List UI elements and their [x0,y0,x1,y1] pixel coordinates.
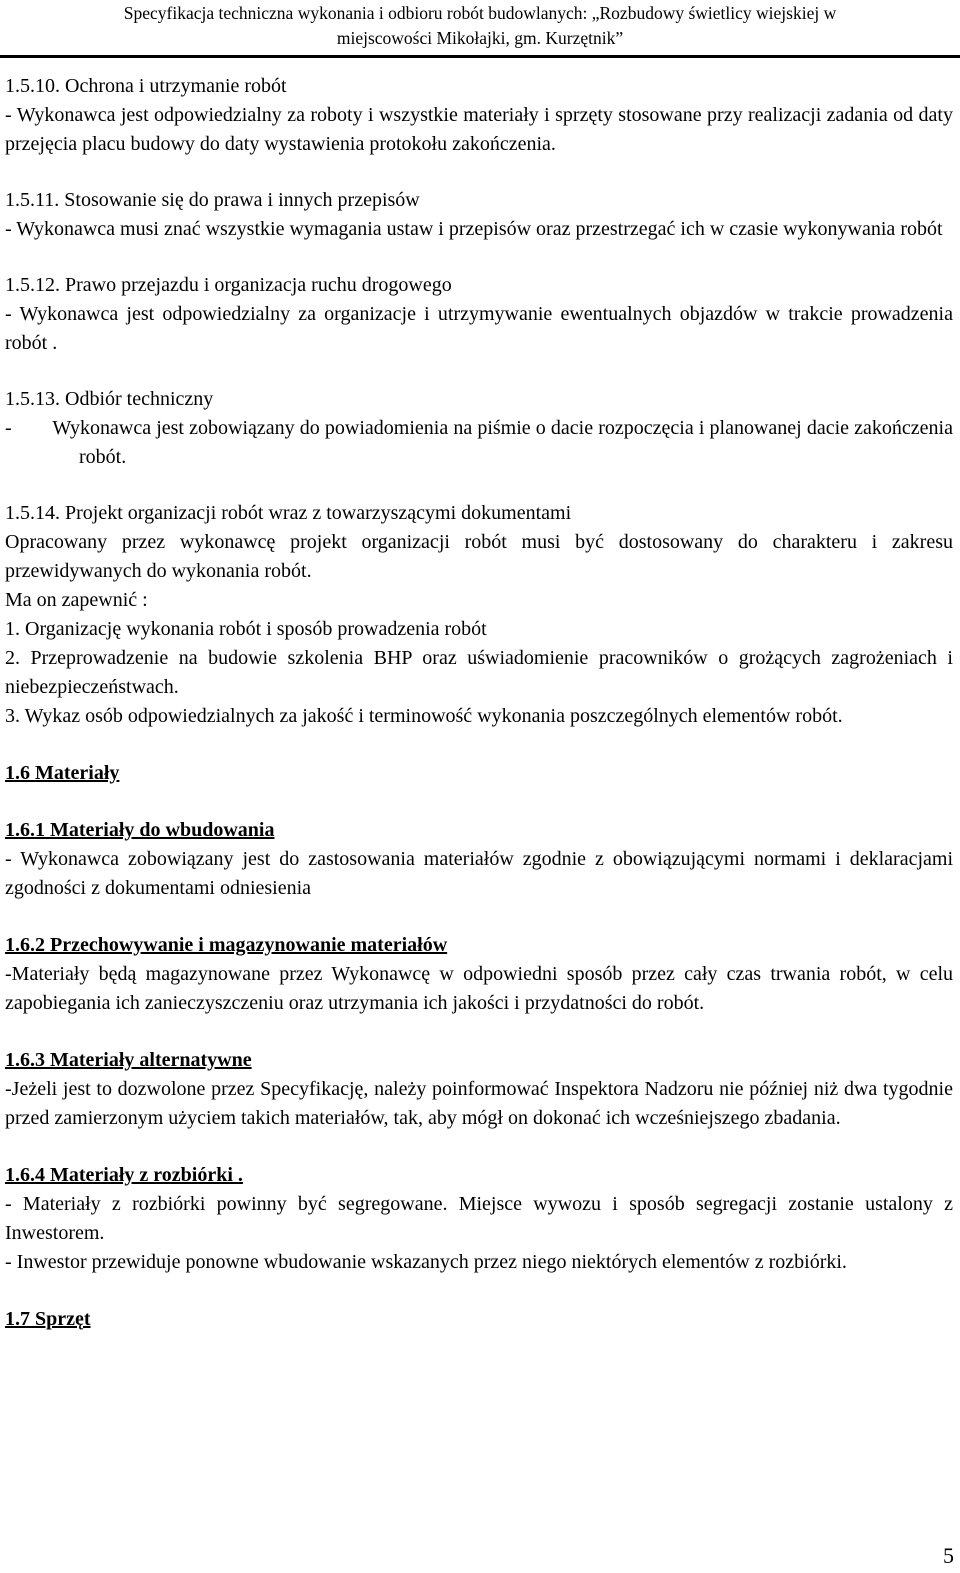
section-1-6-title: 1.6 Materiały [5,762,120,784]
list-item: 1. Organizację wykonania robót i sposób prowadzenia robót [5,618,487,640]
list-item: 2. Przeprowadzenie na budowie szkolenia BHP oraz uświadomienie pracowników o grożących zagrożeniach i niebezpieczeństwach. [5,647,953,698]
section-1-6-4-text-2: - Inwestor przewiduje ponowne wbudowanie wskazanych przez niego niektórych elementów z rozbiórki. [5,1251,847,1273]
section-1-6-3-title: 1.6.3 Materiały alternatywne [5,1049,252,1071]
section-1-5-10-text: - Wykonawca jest odpowiedzialny za roboty i wszystkie materiały i sprzęty stosowane przy realizacji zadania od daty przejęcia placu budowy do daty wystawienia protokołu zakończenia. [5,104,953,155]
section-1-5-14-title: 1.5.14. Projekt organizacji robót wraz z towarzyszącymi dokumentami [5,502,572,524]
section-1-5-12-text: - Wykonawca jest odpowiedzialny za organizacje i utrzymywanie ewentualnych objazdów w trakcie prowadzenia robót . [5,303,953,354]
section-1-5-13-title: 1.5.13. Odbiór techniczny [5,388,214,410]
section-1-5-11-title: 1.5.11. Stosowanie się do prawa i innych przepisów [5,189,420,211]
header-line-1: Specyfikacja techniczna wykonania i odbioru robót budowlanych: „Rozbudowy świetlicy wiejskiej w [123,3,837,23]
page-header [0,0,960,58]
section-1-5-10-title: 1.5.10. Ochrona i utrzymanie robót [5,75,287,97]
page-number: 5 [943,1543,954,1568]
section-1-7-title: 1.7 Sprzęt [5,1308,91,1330]
section-1-6-2-text: -Materiały będą magazynowane przez Wykonawcę w odpowiedni sposób przez cały czas trwania robót, w celu zapobiegania ich zanieczyszczeniu oraz utrzymania ich jakości i przydatności do robót. [5,963,953,1014]
section-1-5-14-lead: Ma on zapewnić : [5,589,148,611]
section-1-6-1-title: 1.6.1 Materiały do wbudowania [5,819,275,841]
section-1-6-1-text: - Wykonawca zobowiązany jest do zastosowania materiałów zgodnie z obowiązującymi normami i deklaracjami zgodności z dokumentami odniesienia [5,848,953,899]
section-1-5-13-text: - Wykonawca jest zobowiązany do powiadomienia na piśmie o dacie rozpoczęcia i planowanej dacie zakończenia robót. [5,417,958,468]
header-line-2: miejscowości Mikołajki, gm. Kurzętnik” [336,28,624,48]
section-1-6-3-text: -Jeżeli jest to dozwolone przez Specyfikację, należy poinformować Inspektora Nadzoru nie później niż dwa tygodnie przed zamierzonym użyciem takich materiałów, tak, aby mógł on dokonać ich wcześniejszego zbadania. [5,1078,953,1129]
section-1-6-4-title: 1.6.4 Materiały z rozbiórki . [5,1164,243,1186]
section-1-5-12-title: 1.5.12. Prawo przejazdu i organizacja ruchu drogowego [5,274,452,296]
section-1-6-2-title: 1.6.2 Przechowywanie i magazynowanie materiałów [5,934,448,956]
section-1-5-14-text: Opracowany przez wykonawcę projekt organizacji robót musi być dostosowany do charakteru i zakresu przewidywanych do wykonania robót. [5,531,953,582]
list-item: 3. Wykaz osób odpowiedzialnych za jakość i terminowość wykonania poszczególnych elementów robót. [5,705,843,727]
section-1-5-11-text: - Wykonawca musi znać wszystkie wymagania ustaw i przepisów oraz przestrzegać ich w czasie wykonywania robót [5,218,943,240]
section-1-6-4-text-1: - Materiały z rozbiórki powinny być segregowane. Miejsce wywozu i sposób segregacji zostanie ustalony z Inwestorem. [5,1193,953,1244]
document-body [5,72,958,1334]
